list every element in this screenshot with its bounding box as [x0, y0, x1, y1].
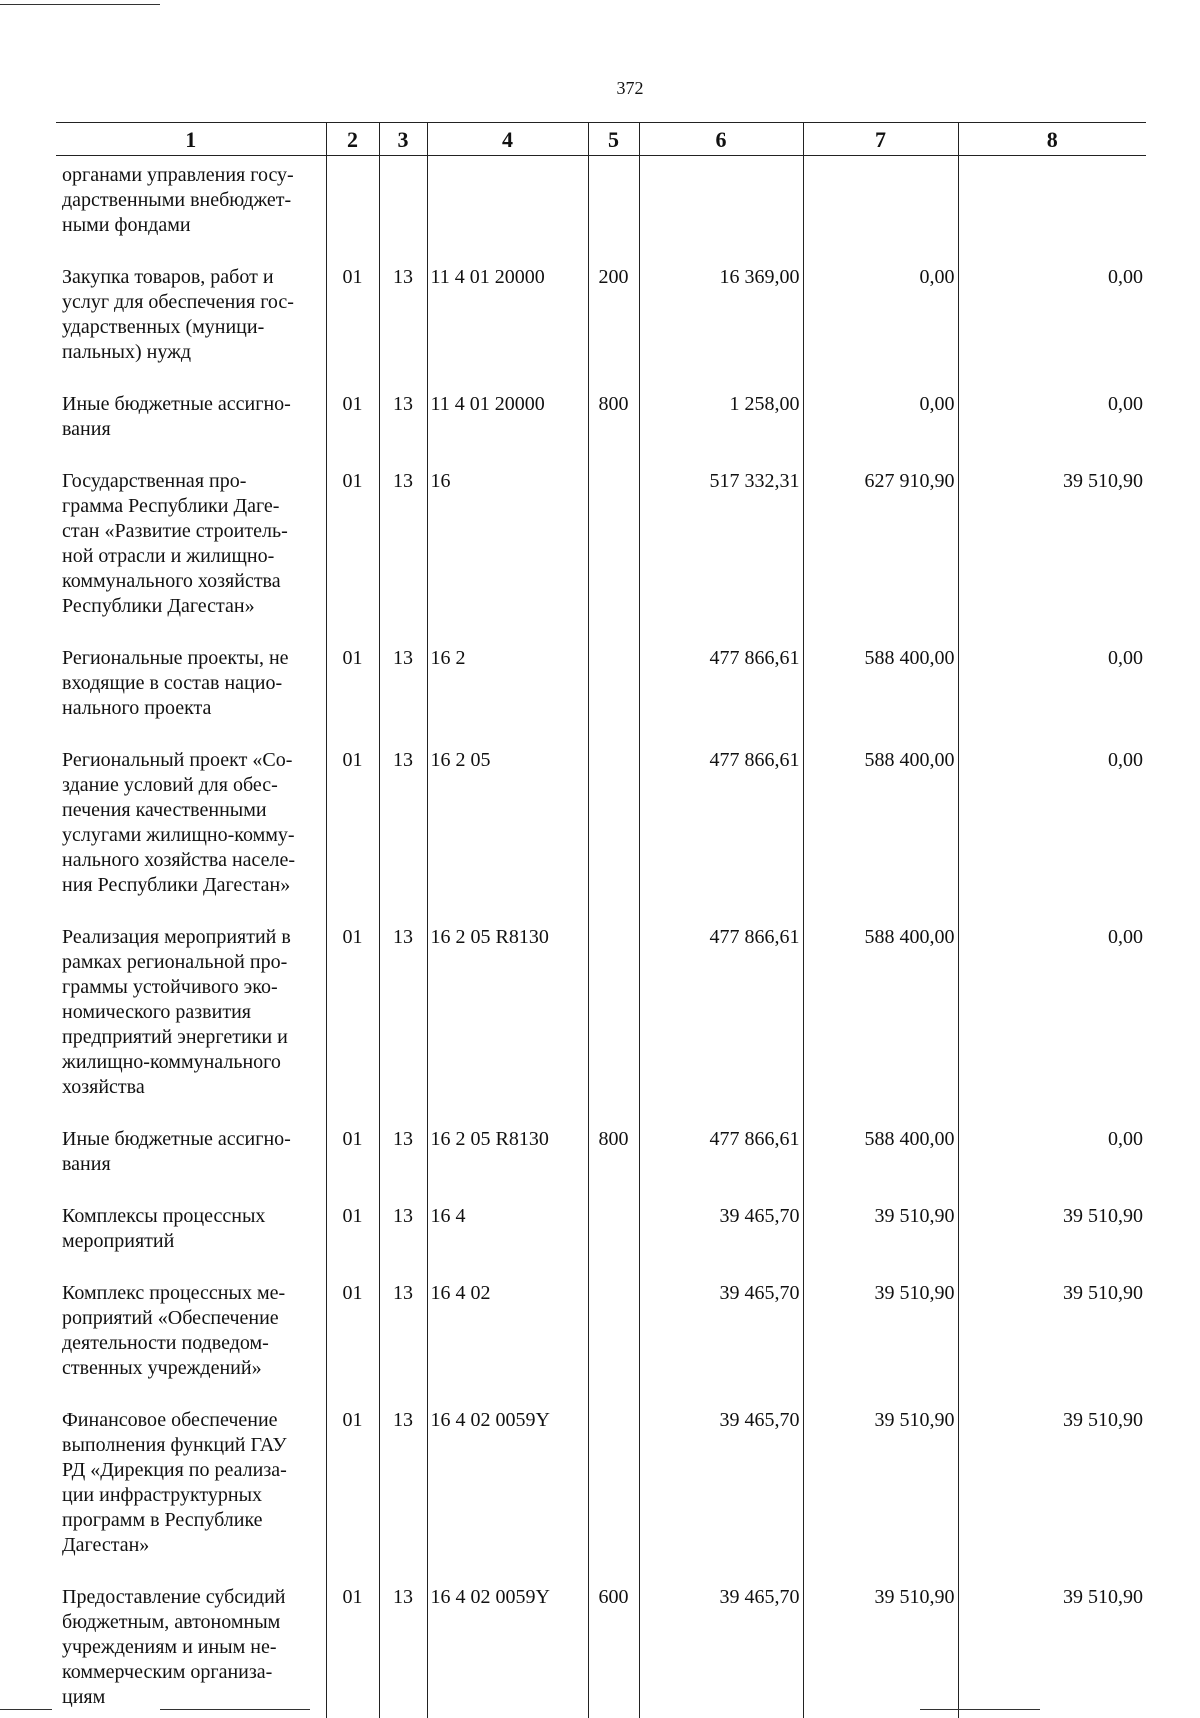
section-code: 01	[326, 392, 379, 469]
column-header-2: 2	[326, 123, 379, 156]
column-header-6: 6	[639, 123, 803, 156]
target-article-code: 16 2 05 R8130	[427, 925, 588, 1127]
amount-col-8: 39 510,90	[958, 1281, 1146, 1408]
amount-col-6	[639, 156, 803, 266]
amount-col-6: 477 866,61	[639, 925, 803, 1127]
amount-col-7: 588 400,00	[803, 646, 958, 748]
expense-type-code	[588, 1204, 639, 1281]
amount-col-6: 16 369,00	[639, 265, 803, 392]
budget-item-name: Иные бюджетные ассигно- вания	[62, 1128, 291, 1175]
column-header-5: 5	[588, 123, 639, 156]
expense-type-code: 600	[588, 1585, 639, 1718]
target-article-code: 16 2 05 R8130	[427, 1127, 588, 1204]
section-code: 01	[326, 1127, 379, 1204]
scan-edge-line	[0, 1709, 52, 1710]
amount-col-8: 39 510,90	[958, 1585, 1146, 1718]
target-article-code	[427, 156, 588, 266]
amount-col-6: 477 866,61	[639, 646, 803, 748]
table-row	[56, 469, 1146, 646]
table-row	[56, 748, 1146, 925]
amount-col-8: 39 510,90	[958, 469, 1146, 646]
amount-col-7	[803, 156, 958, 266]
section-code: 01	[326, 1204, 379, 1281]
expense-type-code	[588, 469, 639, 646]
amount-col-6: 477 866,61	[639, 748, 803, 925]
amount-col-6: 477 866,61	[639, 1127, 803, 1204]
section-code: 01	[326, 748, 379, 925]
table-row	[56, 646, 1146, 748]
column-header-7: 7	[803, 123, 958, 156]
section-code	[326, 156, 379, 266]
target-article-code: 11 4 01 20000	[427, 392, 588, 469]
section-code: 01	[326, 925, 379, 1127]
target-article-code: 16 2 05	[427, 748, 588, 925]
budget-item-name: Комплексы процессных мероприятий	[62, 1205, 266, 1252]
budget-item-name: Региональные проекты, не входящие в состав нацио- нального проекта	[62, 647, 289, 719]
table-row	[56, 156, 1146, 266]
budget-item-name: Комплекс процессных ме- роприятий «Обеспечение деятельности подведом- ственных учреждений»	[62, 1282, 286, 1379]
expense-type-code	[588, 1281, 639, 1408]
table-row	[56, 392, 1146, 469]
budget-item-name: Государственная про- грамма Республики Даге- стан «Развитие строитель- ной отрасли и жилищно- коммунального хозяйства Республики Дагестан»	[62, 470, 288, 617]
amount-col-7: 0,00	[803, 265, 958, 392]
expense-type-code	[588, 925, 639, 1127]
scan-edge-line	[160, 1709, 310, 1710]
table-row	[56, 925, 1146, 1127]
amount-col-6: 1 258,00	[639, 392, 803, 469]
amount-col-8: 39 510,90	[958, 1204, 1146, 1281]
subsection-code: 13	[379, 1204, 427, 1281]
section-code: 01	[326, 1281, 379, 1408]
amount-col-8: 0,00	[958, 392, 1146, 469]
budget-item-name: Реализация мероприятий в рамках региональной про- граммы устойчивого эко- номического развития предприятий энергетики и жилищно-коммунального хозяйства	[62, 926, 291, 1098]
target-article-code: 16 4	[427, 1204, 588, 1281]
page-number: 372	[616, 78, 644, 98]
expense-type-code	[588, 646, 639, 748]
table-row	[56, 1408, 1146, 1585]
amount-col-7: 588 400,00	[803, 1127, 958, 1204]
table-body	[56, 156, 1146, 1718]
target-article-code: 16 4 02	[427, 1281, 588, 1408]
table-row	[56, 1281, 1146, 1408]
subsection-code: 13	[379, 646, 427, 748]
amount-col-6: 39 465,70	[639, 1408, 803, 1585]
amount-col-7: 588 400,00	[803, 925, 958, 1127]
subsection-code: 13	[379, 469, 427, 646]
amount-col-7: 588 400,00	[803, 748, 958, 925]
expense-type-code: 800	[588, 1127, 639, 1204]
column-header-3: 3	[379, 123, 427, 156]
amount-col-8: 0,00	[958, 748, 1146, 925]
amount-col-8: 0,00	[958, 925, 1146, 1127]
table-row	[56, 265, 1146, 392]
amount-col-8: 0,00	[958, 1127, 1146, 1204]
scan-edge-line	[0, 4, 160, 5]
amount-col-7: 0,00	[803, 392, 958, 469]
subsection-code: 13	[379, 1408, 427, 1585]
amount-col-7: 39 510,90	[803, 1281, 958, 1408]
budget-item-name: Предоставление субсидий бюджетным, автономным учреждениям и иным не- коммерческим организа- циям	[62, 1586, 286, 1708]
amount-col-8: 0,00	[958, 646, 1146, 748]
scan-edge-line	[920, 1709, 1040, 1710]
target-article-code: 16 4 02 0059Y	[427, 1585, 588, 1718]
subsection-code: 13	[379, 1281, 427, 1408]
budget-table	[56, 122, 1146, 1718]
subsection-code: 13	[379, 748, 427, 925]
section-code: 01	[326, 646, 379, 748]
subsection-code: 13	[379, 1127, 427, 1204]
subsection-code: 13	[379, 925, 427, 1127]
subsection-code: 13	[379, 392, 427, 469]
expense-type-code	[588, 156, 639, 266]
budget-item-name: Закупка товаров, работ и услуг для обеспечения гос- ударственных (муници- пальных) нужд	[62, 266, 294, 363]
column-header-4: 4	[427, 123, 588, 156]
section-code: 01	[326, 1585, 379, 1718]
amount-col-7: 627 910,90	[803, 469, 958, 646]
subsection-code: 13	[379, 265, 427, 392]
table-header-row	[56, 123, 1146, 156]
target-article-code: 16	[427, 469, 588, 646]
amount-col-8	[958, 156, 1146, 266]
expense-type-code: 200	[588, 265, 639, 392]
budget-item-name: органами управления госу- дарственными внебюджет- ными фондами	[62, 164, 294, 236]
table-row	[56, 1204, 1146, 1281]
section-code: 01	[326, 469, 379, 646]
amount-col-8: 0,00	[958, 265, 1146, 392]
amount-col-7: 39 510,90	[803, 1585, 958, 1718]
amount-col-7: 39 510,90	[803, 1408, 958, 1585]
section-code: 01	[326, 265, 379, 392]
amount-col-6: 39 465,70	[639, 1204, 803, 1281]
expense-type-code	[588, 1408, 639, 1585]
target-article-code: 16 4 02 0059Y	[427, 1408, 588, 1585]
target-article-code: 16 2	[427, 646, 588, 748]
subsection-code: 13	[379, 1585, 427, 1718]
section-code: 01	[326, 1408, 379, 1585]
target-article-code: 11 4 01 20000	[427, 265, 588, 392]
amount-col-7: 39 510,90	[803, 1204, 958, 1281]
subsection-code	[379, 156, 427, 266]
budget-item-name: Региональный проект «Со- здание условий для обес- печения качественными услугами жилищно-комму- нального хозяйства населе- ния Республики Дагестан»	[62, 749, 296, 896]
expense-type-code	[588, 748, 639, 925]
table-row	[56, 1127, 1146, 1204]
column-header-8: 8	[958, 123, 1146, 156]
table-row	[56, 1585, 1146, 1718]
column-header-1: 1	[56, 123, 326, 156]
amount-col-6: 39 465,70	[639, 1585, 803, 1718]
budget-item-name: Финансовое обеспечение выполнения функций ГАУ РД «Дирекция по реализа- ции инфраструктурных программ в Республике Дагестан»	[62, 1409, 287, 1556]
expense-type-code: 800	[588, 392, 639, 469]
amount-col-8: 39 510,90	[958, 1408, 1146, 1585]
budget-item-name: Иные бюджетные ассигно- вания	[62, 393, 291, 440]
amount-col-6: 517 332,31	[639, 469, 803, 646]
amount-col-6: 39 465,70	[639, 1281, 803, 1408]
